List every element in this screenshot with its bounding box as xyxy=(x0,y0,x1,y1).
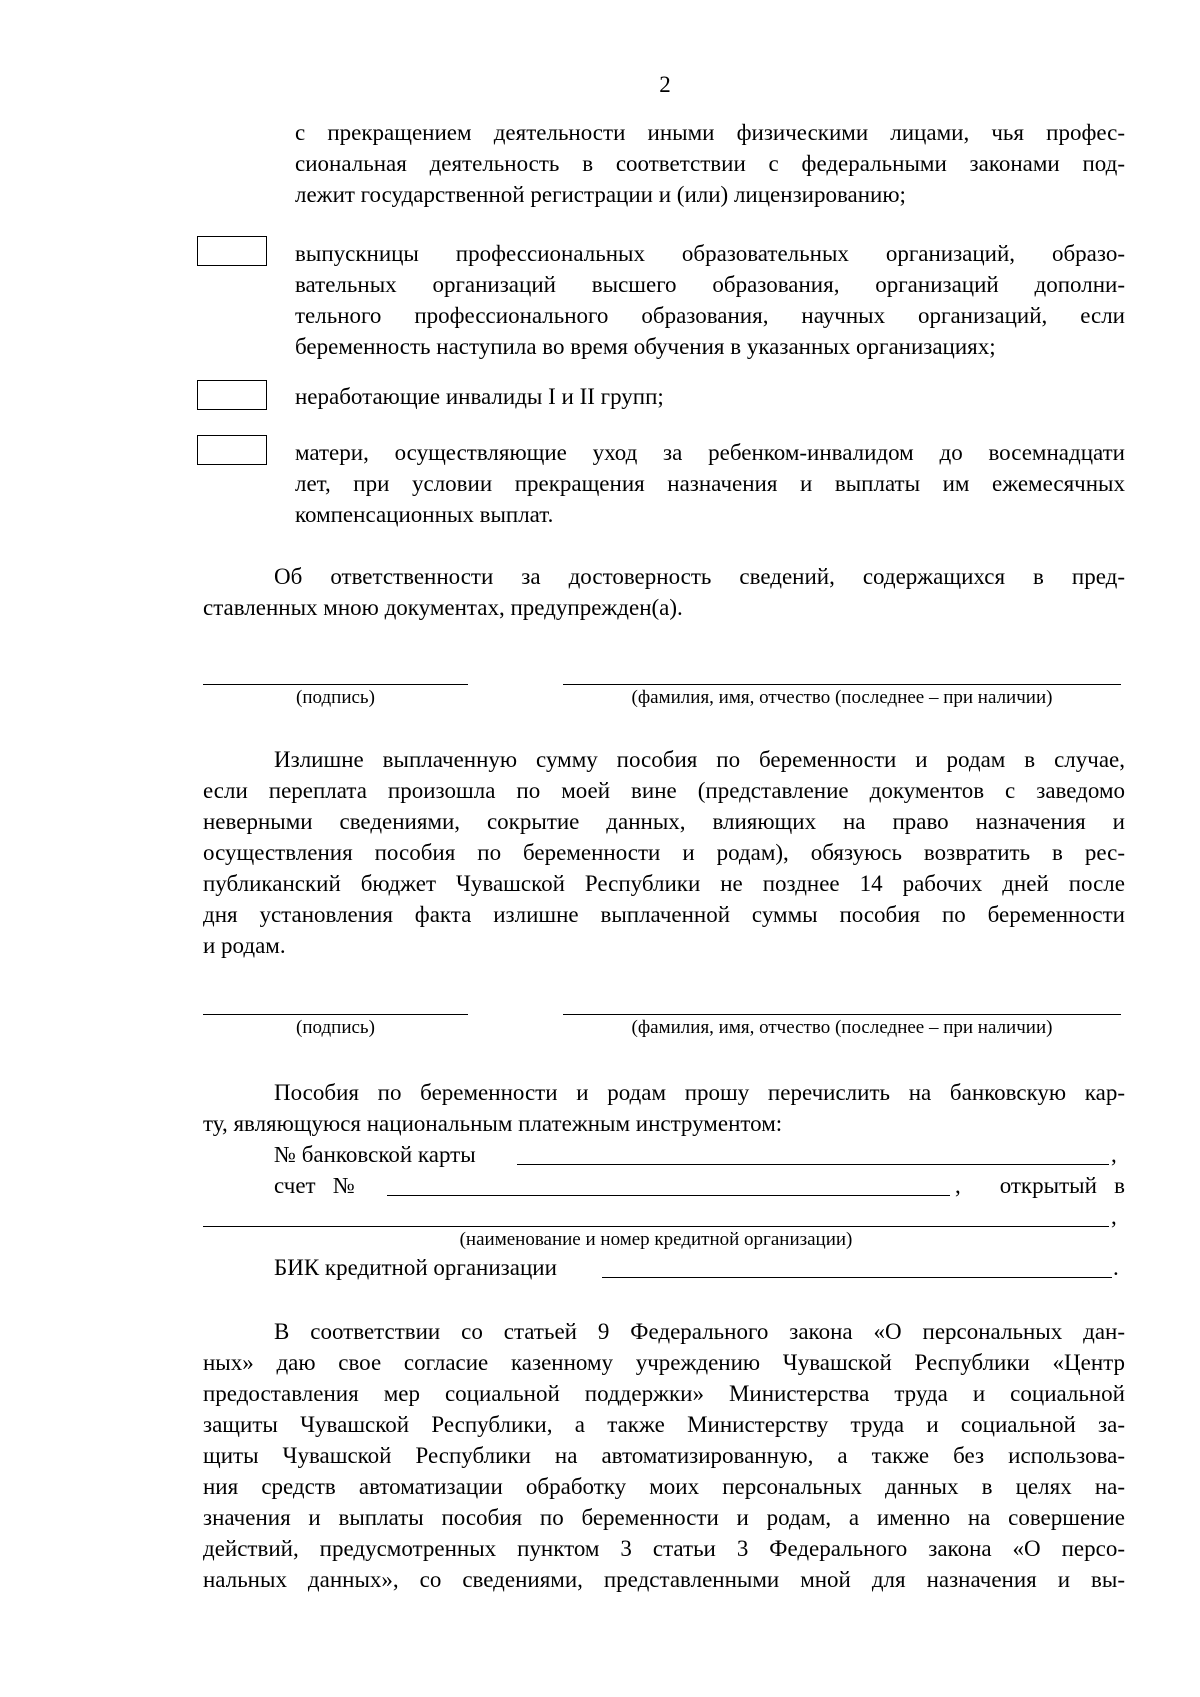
credit-org-end: , xyxy=(1111,1204,1117,1229)
item-line: лет, при условии прекращения назначения и выплаты им ежемесячных xyxy=(295,471,1125,496)
item-line: вательных организаций высшего образования, организаций дополни- xyxy=(295,272,1125,297)
paragraph-line: публиканский бюджет Чувашской Республики не позднее 14 рабочих дней после xyxy=(203,871,1125,896)
checkbox-graduates[interactable] xyxy=(197,236,267,266)
paragraph-line: действий, предусмотренных пунктом 3 статьи 3 Федерального закона «О персо- xyxy=(203,1536,1125,1561)
checkbox-disabled-unemployed[interactable] xyxy=(197,380,267,410)
item-line: компенсационных выплат. xyxy=(295,502,554,527)
card-number-end: , xyxy=(1111,1142,1117,1167)
paragraph-line: ния средств автоматизации обработку моих персональных данных в целях на- xyxy=(203,1474,1125,1499)
item-line: тельного профессионального образования, научных организаций, если xyxy=(295,303,1125,328)
name-caption-1: (фамилия, имя, отчество (последнее – при наличии) xyxy=(631,687,1053,708)
signature-caption-2: (подпись) xyxy=(296,1017,375,1038)
bik-field[interactable] xyxy=(602,1277,1112,1278)
paragraph-line: В соответствии со статьей 9 Федерального закона «О персональных дан- xyxy=(274,1319,1125,1344)
account-label: счет № xyxy=(274,1173,355,1198)
signature-line-2[interactable] xyxy=(203,1014,468,1015)
paragraph-line: предоставления мер социальной поддержки» Министерства труда и социальной xyxy=(203,1381,1125,1406)
paragraph-line: осуществления пособия по беременности и родам), обязуюсь возвратить в рес- xyxy=(203,840,1125,865)
item-line: неработающие инвалиды I и II групп; xyxy=(295,384,664,409)
bik-label: БИК кредитной организации xyxy=(274,1255,557,1280)
paragraph-line: ту, являющуюся национальным платежным инструментом: xyxy=(203,1111,783,1136)
consent-paragraph xyxy=(203,1316,1125,1595)
paragraph-line: нальных данных», со сведениями, представленными мной для назначения и вы- xyxy=(203,1567,1125,1592)
overpayment-paragraph xyxy=(203,744,1125,961)
paragraph-line: дня установления факта излишне выплаченной суммы пособия по беременности xyxy=(203,902,1125,927)
item-line: лежит государственной регистрации и (или) лицензированию; xyxy=(295,182,906,207)
paragraph-line: Излишне выплаченную сумму пособия по беременности и родам в случае, xyxy=(274,747,1125,772)
name-caption-2: (фамилия, имя, отчество (последнее – при наличии) xyxy=(631,1017,1053,1038)
signature-caption-1: (подпись) xyxy=(296,687,375,708)
paragraph-line: неверными сведениями, сокрытие данных, влияющих на право назначения и xyxy=(203,809,1125,834)
page-number: 2 xyxy=(659,72,671,97)
item-line: выпускницы профессиональных образовательных организаций, образо- xyxy=(295,241,1125,266)
paragraph-line: если переплата произошла по моей вине (представление документов с заведомо xyxy=(203,778,1125,803)
bik-end: . xyxy=(1113,1255,1119,1280)
credit-org-field[interactable] xyxy=(203,1226,1109,1227)
credit-org-caption: (наименование и номер кредитной организации) xyxy=(459,1229,853,1250)
category-item-disabled-unemployed xyxy=(295,381,1125,412)
card-number-label: № банковской карты xyxy=(274,1142,476,1167)
signature-line-1[interactable] xyxy=(203,684,468,685)
name-line-2[interactable] xyxy=(563,1014,1121,1015)
paragraph-line: значения и выплаты пособия по беременности и родам, а именно на совершение xyxy=(203,1505,1125,1530)
account-end: , xyxy=(955,1173,961,1198)
name-line-1[interactable] xyxy=(563,684,1121,685)
paragraph-line: Пособия по беременности и родам прошу перечислить на банковскую кар- xyxy=(274,1080,1125,1105)
item-line: матери, осуществляющие уход за ребенком-инвалидом до восемнадцати xyxy=(295,440,1125,465)
paragraph-line: ставленных мною документах, предупрежден(а). xyxy=(203,595,683,620)
category-item-self-employed-continuation xyxy=(295,117,1125,210)
bank-paragraph xyxy=(203,1077,1125,1139)
item-line: с прекращением деятельности иными физическими лицами, чья профес- xyxy=(295,120,1125,145)
category-item-mothers-caring xyxy=(295,437,1125,530)
paragraph-line: щиты Чувашской Республики на автоматизированную, а также без использова- xyxy=(203,1443,1125,1468)
category-item-graduates xyxy=(295,238,1125,362)
account-field[interactable] xyxy=(387,1195,950,1196)
opened-label: открытый в xyxy=(999,1173,1125,1198)
checkbox-mothers-caring[interactable] xyxy=(197,435,267,465)
responsibility-paragraph xyxy=(203,561,1125,623)
paragraph-line: и родам. xyxy=(203,933,286,958)
item-line: сиональная деятельность в соответствии с федеральными законами под- xyxy=(295,151,1125,176)
item-line: беременность наступила во время обучения в указанных организациях; xyxy=(295,334,996,359)
paragraph-line: ных» даю свое согласие казенному учреждению Чувашской Республики «Центр xyxy=(203,1350,1125,1375)
card-number-field[interactable] xyxy=(517,1164,1109,1165)
paragraph-line: Об ответственности за достоверность сведений, содержащихся в пред- xyxy=(274,564,1125,589)
paragraph-line: защиты Чувашской Республики, а также Министерству труда и социальной за- xyxy=(203,1412,1125,1437)
